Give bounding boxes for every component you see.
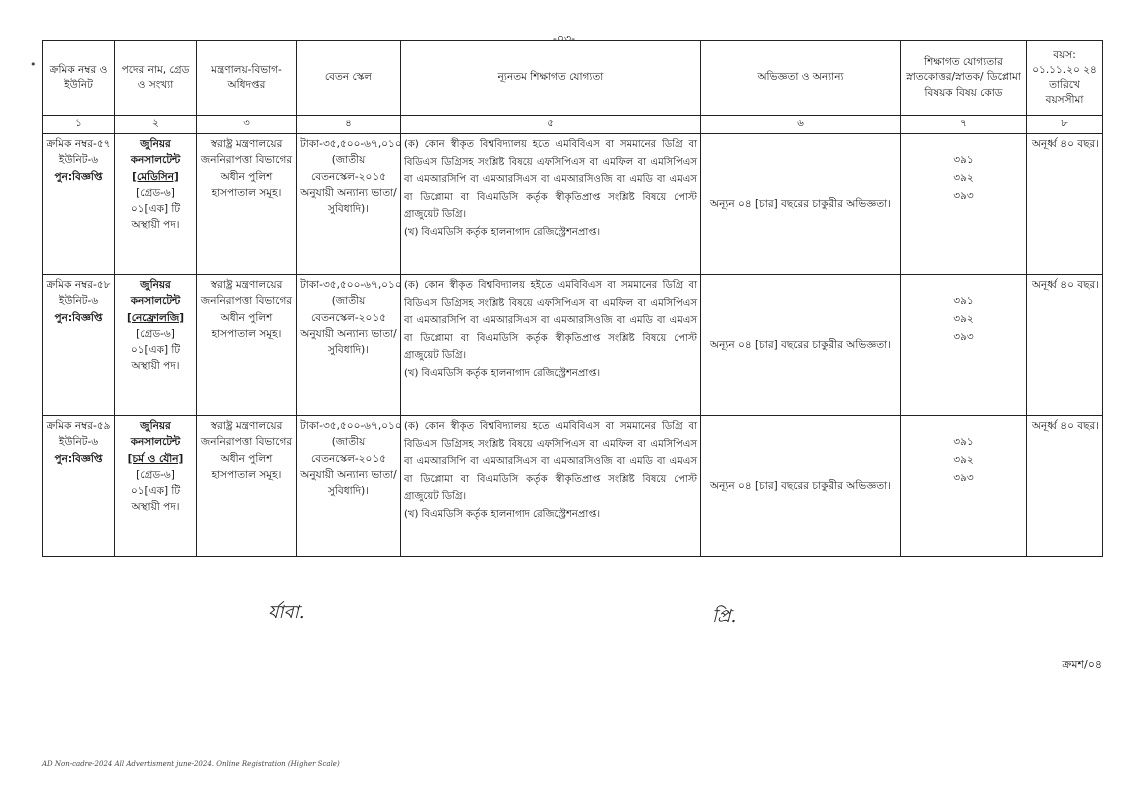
- signature-right: প্রি.: [712, 606, 737, 627]
- qualification-b: (খ) বিএমডিসি কর্তৃক হালনাগাদ রেজিস্ট্রেশনপ্রাপ্ত।: [404, 367, 601, 379]
- header-subject-code: শিক্ষাগত যোগ্যতার স্নাতকোত্তর/স্নাতক/ ডিপ্লোমা বিষয়ক বিষয় কোড: [901, 41, 1027, 116]
- post-grade: [গ্রেড-৬]: [136, 327, 175, 340]
- post-title: জুনিয়র কনসালটেন্ট: [130, 420, 181, 449]
- code-cell: [901, 416, 1027, 557]
- pay-cell: [297, 416, 401, 557]
- table-row: [43, 134, 1103, 275]
- serial-cell: [43, 416, 115, 557]
- signature-left: ৰ্যাবা.: [268, 602, 305, 623]
- age-limit: অনূর্ধ্ব ৪০ বছর।: [1031, 279, 1099, 291]
- post-grade: [গ্রেড-৬]: [136, 468, 175, 481]
- post-count: ০১[এক] টি: [130, 344, 181, 357]
- serial-cell: [43, 275, 115, 416]
- reissue-label: পুন:বিজ্ঞপ্তি: [54, 311, 103, 324]
- age-cell: [1027, 134, 1103, 275]
- code-cell: [901, 275, 1027, 416]
- qualification-a: (ক) কোন স্বীকৃত বিশ্ববিদ্যালয় হতে এমবিবিএস বা সমমানের ডিগ্রি বা বিডিএস ডিগ্রিসহ সংশ্লিষ্ট বিষয়ে এফসিপিএস বা এমফিল বা এমসিপিএস বা এমআরসিপি বা এমআরসিএস বা এমআরসিওজি বা এমডি বা এমএস বা ডিপ্লোমা বা বিএমডিসি কর্তৃক স্বীকৃতিপ্রাপ্ত সংশ্লিষ্ট বিষয়ে পোস্ট গ্রাজুয়েট ডিগ্রি।: [404, 421, 697, 502]
- column-number: ৮: [1027, 116, 1103, 134]
- subject-code: ৩৯৩: [953, 189, 974, 202]
- unit-label: ইউনিট-৬: [58, 154, 99, 167]
- qualification-cell: [401, 416, 701, 557]
- qualification-b: (খ) বিএমডিসি কর্তৃক হালনাগাদ রেজিস্ট্রেশনপ্রাপ্ত।: [404, 508, 601, 520]
- header-post: পদের নাম, গ্রেড ও সংখ্যা: [115, 41, 197, 116]
- subject-code: ৩৯১: [953, 436, 974, 448]
- page-number: -০৩-: [552, 32, 576, 45]
- post-cell: [115, 134, 197, 275]
- pay-note: (জাতীয় বেতনস্কেল-২০১৫ অনুযায়ী অন্যান্য ভাতা/সুবিধাদি)।: [300, 295, 397, 357]
- reissue-label: পুন:বিজ্ঞপ্তি: [54, 452, 103, 465]
- column-number: ৭: [901, 116, 1027, 134]
- ministry-cell: স্বরাষ্ট্র মন্ত্রণালয়ের জননিরাপত্তা বিভাগের অধীন পুলিশ হাসপাতাল সমূহ।: [197, 416, 297, 557]
- pay-scale: টাকা-৩৫,৫০০-৬৭,০১০: [300, 279, 402, 291]
- header-row: [43, 41, 1103, 116]
- column-number: ৬: [701, 116, 901, 134]
- footer-note: AD Non-cadre-2024 All Advertisment june-2024. Online Registration (Higher Scale): [42, 760, 340, 768]
- pay-cell: [297, 275, 401, 416]
- post-count: ০১[এক] টি: [130, 203, 181, 216]
- pay-scale: টাকা-৩৫,৫০০-৬৭,০১০: [300, 420, 402, 432]
- post-subject: [নেফ্রোলজি]: [126, 311, 185, 324]
- pay-scale: টাকা-৩৫,৫০০-৬৭,০১০: [300, 138, 402, 150]
- age-cell: [1027, 275, 1103, 416]
- serial-cell: [43, 134, 115, 275]
- column-number: ৫: [401, 116, 701, 134]
- column-number: ৩: [197, 116, 297, 134]
- post-type: অস্থায়ী পদ।: [131, 360, 180, 373]
- post-subject: [মেডিসিন]: [132, 170, 179, 183]
- ministry-cell: স্বরাষ্ট্র মন্ত্রণালয়ের জননিরাপত্তা বিভাগের অধীন পুলিশ হাসপাতাল সমূহ।: [197, 275, 297, 416]
- header-pay-scale: বেতন স্কেল: [297, 41, 401, 116]
- code-cell: [901, 134, 1027, 275]
- qualification-a: (ক) কোন স্বীকৃত বিশ্ববিদ্যালয় হতে এমবিবিএস বা সমমানের ডিগ্রি বা বিডিএস ডিগ্রিসহ সংশ্লিষ্ট বিষয়ে এফসিপিএস বা এমফিল বা এমসিপিএস বা এমআরসিপি বা এমআরসিএস বা এমআরসিওজি বা এমডি বা এমএস বা ডিপ্লোমা বা বিএমডিসি কর্তৃক স্বীকৃতিপ্রাপ্ত সংশ্লিষ্ট বিষয়ে পোস্ট গ্রাজুয়েট ডিগ্রি।: [404, 139, 697, 220]
- post-title: জুনিয়র কনসালটেন্ট: [130, 279, 181, 308]
- qualification-a: (ক) কোন স্বীকৃত বিশ্ববিদ্যালয় হইতে এমবিবিএস বা সমমানের ডিগ্রি বা বিডিএস ডিগ্রিসহ সংশ্লিষ্ট বিষয়ে এফসিপিএস বা এমফিল বা এমসিপিএস বা এমআরসিপি বা এমআরসিএস বা এমআরসিওজি বা এমডি বা এমএস বা ডিপ্লোমা বা বিএমডিসি কর্তৃক স্বীকৃতিপ্রাপ্ত সংশ্লিষ্ট বিষয়ে পোস্ট গ্রাজুয়েট ডিগ্রি।: [404, 280, 697, 361]
- subject-code: ৩৯৩: [953, 471, 974, 484]
- post-cell: [115, 275, 197, 416]
- subject-code: ৩৯২: [953, 312, 974, 325]
- ministry-cell: স্বরাষ্ট্র মন্ত্রণালয়ের জননিরাপত্তা বিভাগের অধীন পুলিশ হাসপাতাল সমূহ।: [197, 134, 297, 275]
- subject-code: ৩৯১: [953, 154, 974, 166]
- serial-number: ক্রমিক নম্বর-৫৮: [46, 279, 111, 291]
- pay-cell: [297, 134, 401, 275]
- column-number: ১: [43, 116, 115, 134]
- post-count: ০১[এক] টি: [130, 485, 181, 498]
- pay-note: (জাতীয় বেতনস্কেল-২০১৫ অনুযায়ী অন্যান্য ভাতা/সুবিধাদি)।: [300, 154, 397, 216]
- unit-label: ইউনিট-৬: [58, 436, 99, 449]
- qualification-b: (খ) বিএমডিসি কর্তৃক হালনাগাদ রেজিস্ট্রেশনপ্রাপ্ত।: [404, 226, 601, 238]
- serial-number: ক্রমিক নম্বর-৫৯: [46, 420, 111, 432]
- post-title: জুনিয়র কনসালটেন্ট: [130, 138, 181, 167]
- experience-cell: অন্যূন ০৪ [চার] বছরের চাকুরীর অভিজ্ঞতা।: [701, 134, 901, 275]
- qualification-cell: [401, 134, 701, 275]
- header-experience: অভিজ্ঞতা ও অন্যান্য: [701, 41, 901, 116]
- post-subject: [চর্ম ও যৌন]: [127, 452, 184, 465]
- column-number: ৪: [297, 116, 401, 134]
- column-number: ২: [115, 116, 197, 134]
- header-ministry: মন্ত্রণালয়-বিভাগ-অধিদপ্তর: [197, 41, 297, 116]
- subject-code: ৩৯২: [953, 453, 974, 466]
- experience-cell: অন্যূন ০৪ [চার] বছরের চাকুরীর অভিজ্ঞতা।: [701, 275, 901, 416]
- post-cell: [115, 416, 197, 557]
- age-limit: অনূর্ধ্ব ৪০ বছর।: [1031, 138, 1099, 150]
- table-row: [43, 275, 1103, 416]
- unit-label: ইউনিট-৬: [58, 295, 99, 308]
- header-serial-unit: ক্রমিক নম্বর ও ইউনিট: [43, 41, 115, 116]
- age-limit: অনূর্ধ্ব ৪০ বছর।: [1031, 420, 1099, 432]
- continuation-label: ক্রমশ/০৪: [1062, 658, 1102, 671]
- pay-note: (জাতীয় বেতনস্কেল-২০১৫ অনুযায়ী অন্যান্য ভাতা/সুবিধাদি)।: [300, 436, 397, 498]
- subject-code: ৩৯২: [953, 171, 974, 184]
- header-age-limit: বয়স: ০১.১১.২০ ২৪ তারিখে বয়সসীমা: [1027, 41, 1103, 116]
- subject-code: ৩৯১: [953, 295, 974, 307]
- header-qualification: ন্যূনতম শিক্ষাগত যোগ্যতা: [401, 41, 701, 116]
- table-row: [43, 416, 1103, 557]
- column-number-row: [43, 116, 1103, 134]
- subject-code: ৩৯৩: [953, 330, 974, 343]
- post-type: অস্থায়ী পদ।: [131, 219, 180, 232]
- post-grade: [গ্রেড-৬]: [136, 186, 175, 199]
- experience-cell: অন্যূন ০৪ [চার] বছরের চাকুরীর অভিজ্ঞতা।: [701, 416, 901, 557]
- qualification-cell: [401, 275, 701, 416]
- post-type: অস্থায়ী পদ।: [131, 501, 180, 514]
- vacancy-table: [42, 40, 1103, 557]
- margin-mark: •: [30, 58, 37, 71]
- age-cell: [1027, 416, 1103, 557]
- reissue-label: পুন:বিজ্ঞপ্তি: [54, 170, 103, 183]
- serial-number: ক্রমিক নম্বর-৫৭: [46, 138, 111, 150]
